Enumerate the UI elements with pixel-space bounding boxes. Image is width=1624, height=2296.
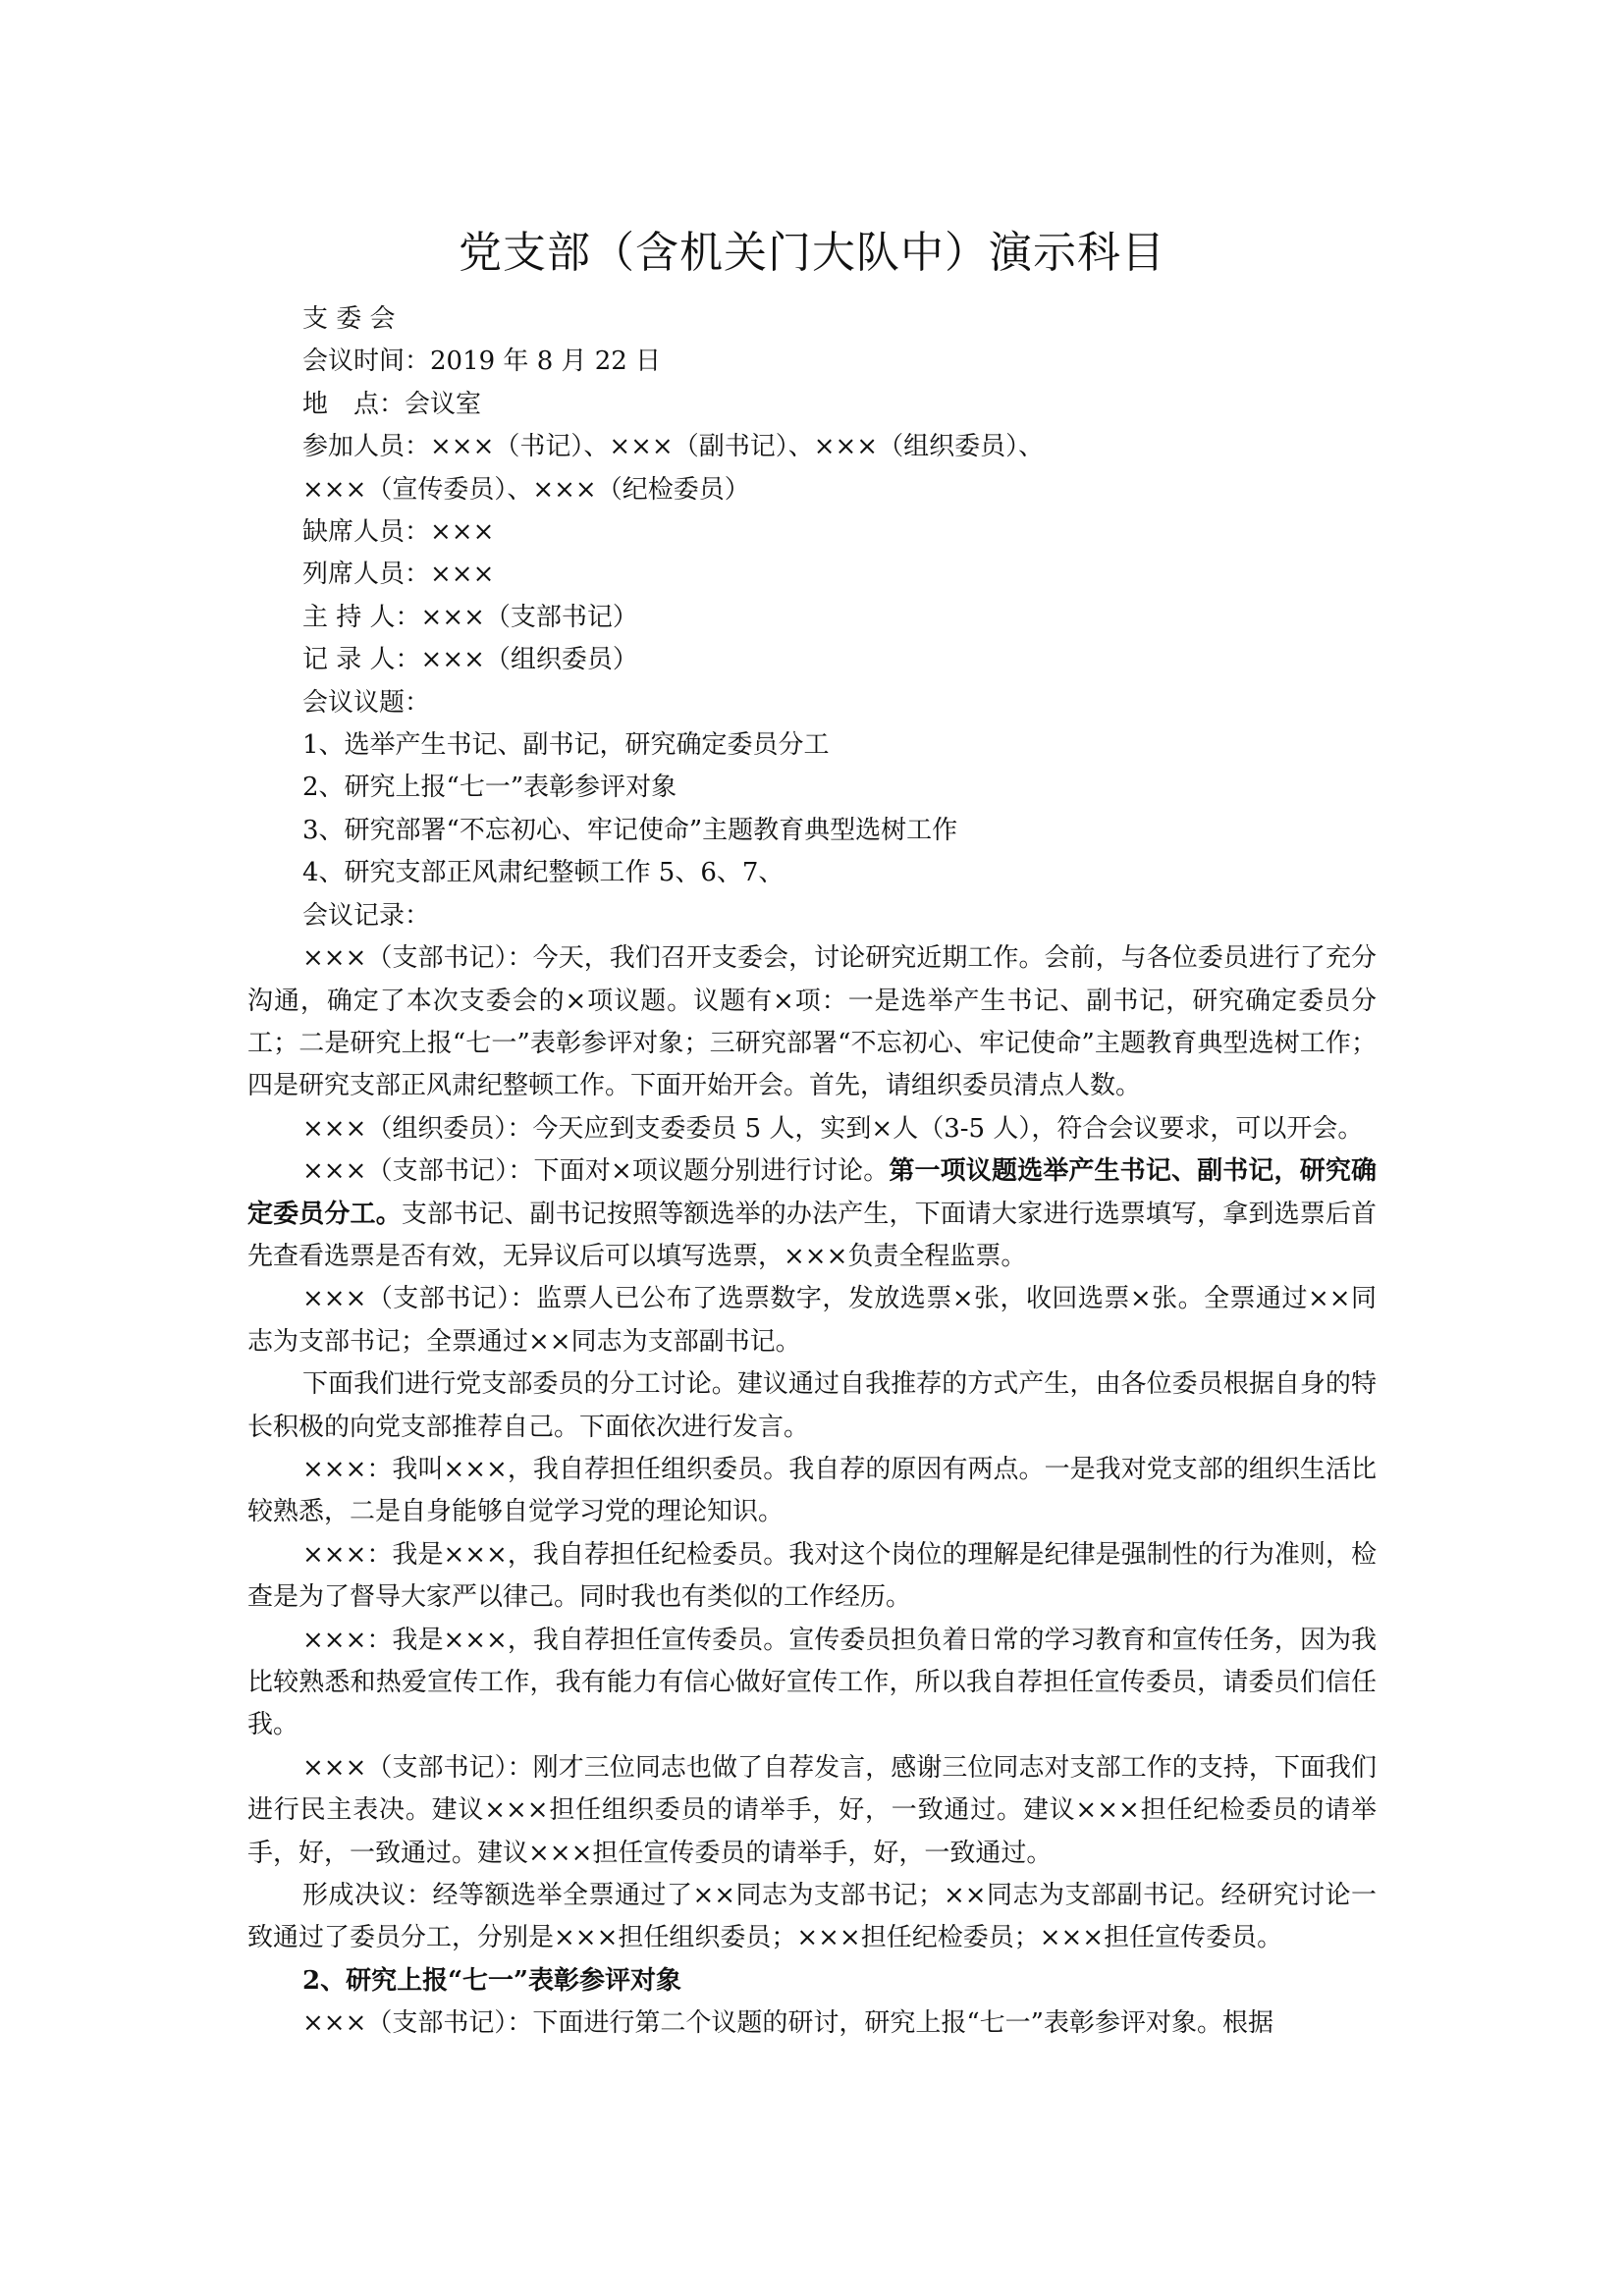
attendees-line-2: ×××（宣传委员）、×××（纪检委员）	[302, 474, 750, 505]
paragraph-rest: 支部书记、副书记按照等额选举的办法产生，下面请大家进行选票填写，拿到选票后首先查看选票是否有效，无异议后可以填写选票，×××负责全程监票。	[247, 1199, 1377, 1271]
first-topic-heading: 第一项议题选举产生书记、副书记，研究确定委员分工。	[247, 1156, 1377, 1229]
agenda-item-4: 4、研究支部正风肃纪整顿工作 5、6、7、	[302, 858, 785, 888]
agenda-label: 会议议题：	[302, 687, 431, 718]
meeting-time: 会议时间：2019 年 8 月 22 日	[302, 347, 662, 377]
paragraph-first-topic	[247, 1150, 1377, 1278]
minutes-label: 会议记录：	[302, 900, 431, 931]
meeting-location: 地 点：会议室	[302, 389, 482, 419]
document-title: 党支部（含机关门大队中）演示科目	[459, 228, 1165, 278]
paragraph: ×××（支部书记）：今天，我们召开支委会，讨论研究近期工作。会前，与各位委员进行了充分沟通，确定了本次支委会的×项议题。议题有×项：一是选举产生书记、副书记，研究确定委员分工；二是研究上报“七一”表彰参评对象；三研究部署“不忘初心、牢记使命”主题教育典型选树工作；四是研究支部正风肃纪整顿工作。下面开始开会。首先，请组织委员清点人数。	[247, 943, 1377, 1101]
absent-members: 缺席人员：×××	[302, 517, 495, 548]
paragraph-lead: ×××（支部书记）：下面对×项议题分别进行讨论。	[302, 1156, 890, 1187]
host: 主 持 人：×××（支部书记）	[302, 602, 638, 632]
agenda-item-3: 3、研究部署“不忘初心、牢记使命”主题教育典型选树工作	[302, 815, 958, 845]
document-body	[247, 298, 1377, 2046]
paragraph: 下面我们进行党支部委员的分工讨论。建议通过自我推荐的方式产生，由各位委员根据自身的特长积极的向党支部推荐自己。下面依次进行发言。	[247, 1369, 1377, 1442]
paragraph: ×××：我是×××，我自荐担任宣传委员。宣传委员担负着日常的学习教育和宣传任务，因为我比较熟悉和热爱宣传工作，我有能力有信心做好宣传工作，所以我自荐担任宣传委员，请委员们信任我。	[247, 1625, 1377, 1740]
recorder: 记 录 人：×××（组织委员）	[302, 645, 638, 675]
paragraph: 形成决议：经等额选举全票通过了××同志为支部书记；××同志为支部副书记。经研究讨论一致通过了委员分工，分别是×××担任组织委员；×××担任纪检委员；×××担任宣传委员。	[247, 1881, 1377, 1953]
paragraph: ×××（组织委员）：今天应到支委委员 5 人，实到×人（3-5 人），符合会议要求，可以开会。	[302, 1113, 1364, 1144]
paragraph: ×××：我是×××，我自荐担任纪检委员。我对这个岗位的理解是纪律是强制性的行为准则，检查是为了督导大家严以律己。同时我也有类似的工作经历。	[247, 1539, 1377, 1613]
paragraph: ×××：我叫×××，我自荐担任组织委员。我自荐的原因有两点。一是我对党支部的组织生活比较熟悉，二是自身能够自觉学习党的理论知识。	[247, 1454, 1377, 1527]
observers: 列席人员：×××	[302, 560, 495, 590]
committee-label: 支 委 会	[302, 304, 396, 334]
agenda-item-2: 2、研究上报“七一”表彰参评对象	[302, 773, 677, 803]
agenda-item-1: 1、选举产生书记、副书记，研究确定委员分工	[302, 730, 830, 761]
section-2-heading: 2、研究上报“七一”表彰参评对象	[302, 1965, 682, 1996]
attendees-line-1: 参加人员：×××（书记）、×××（副书记）、×××（组织委员）、	[302, 432, 1045, 462]
paragraph: ×××（支部书记）：监票人已公布了选票数字，发放选票×张，收回选票×张。全票通过××同志为支部书记；全票通过××同志为支部副书记。	[247, 1284, 1377, 1357]
paragraph: ×××（支部书记）：下面进行第二个议题的研讨，研究上报“七一”表彰参评对象。根据	[302, 2008, 1273, 2039]
paragraph: ×××（支部书记）：刚才三位同志也做了自荐发言，感谢三位同志对支部工作的支持，下面我们进行民主表决。建议×××担任组织委员的请举手，好，一致通过。建议×××担任纪检委员的请举手，好，一致通过。建议×××担任宣传委员的请举手，好，一致通过。	[247, 1752, 1377, 1868]
